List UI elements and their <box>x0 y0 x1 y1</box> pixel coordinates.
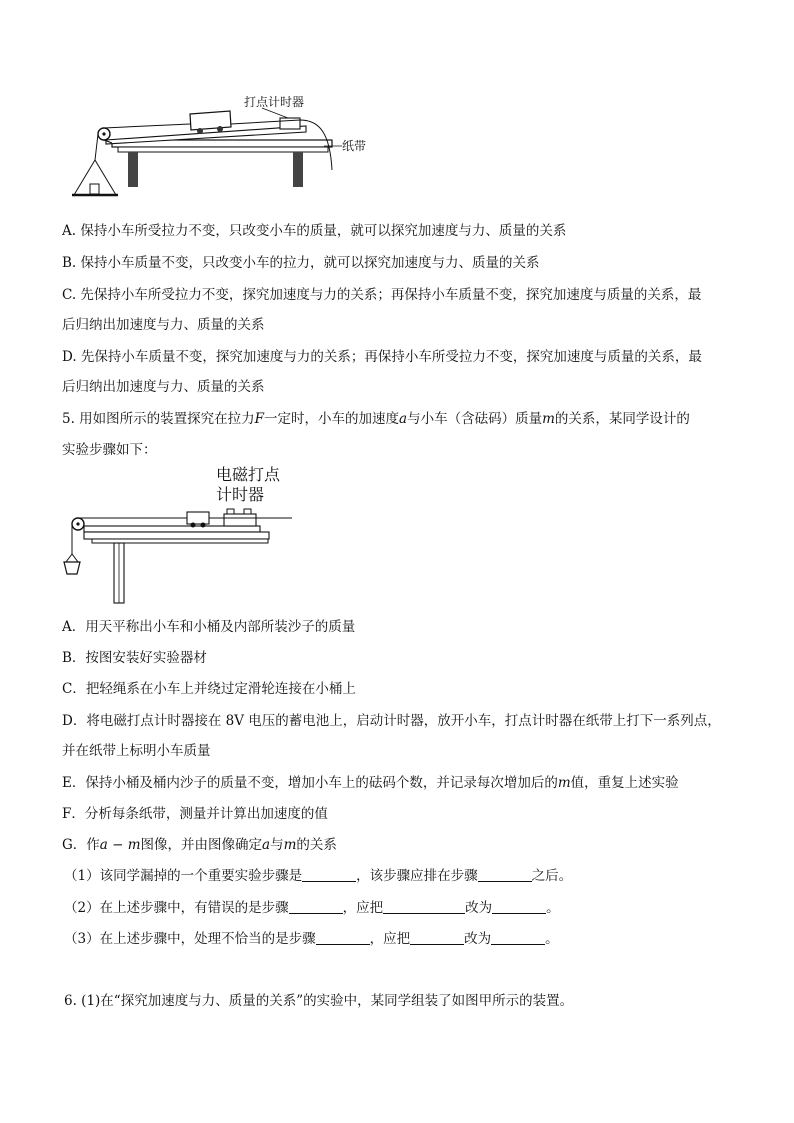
q5-step-a: A．用天平称出小车和小桶及内部所装沙子的质量 <box>62 619 356 635</box>
q5-step-g-text-3: 与 <box>270 837 284 853</box>
q4-option-c-line2: 后归纳出加速度与力、质量的关系 <box>62 317 265 333</box>
q5-var-a: a <box>399 411 408 427</box>
q5-step-b: B．按图安装好实验器材 <box>62 650 207 666</box>
q4-option-c-line1: C. 先保持小车所受拉力不变，探究加速度与力的关系；再保持小车质量不变，探究加速度与质量的关系，最 <box>62 287 702 303</box>
q5-step-e-text-1: E．保持小桶及桶内沙子的质量不变，增加小车上的砝码个数，并记录每次增加后的 <box>62 775 558 791</box>
q5-sub1-text-1: （1）该同学漏掉的一个重要实验步骤是 <box>64 868 303 884</box>
q5-sub2-text-1: （2）在上述步骤中，有错误的是步骤 <box>64 900 289 916</box>
q5-sub3 <box>64 927 559 947</box>
q5-sub3-text-1: （3）在上述步骤中，处理不恰当的是步骤 <box>64 931 316 947</box>
q5-step-g-text-1: G．作 <box>62 837 100 853</box>
figure2-label-line2: 计时器 <box>216 485 265 504</box>
q5-step-g-expr: a − m <box>99 837 141 853</box>
q5-sub3-blank-3[interactable] <box>491 931 545 946</box>
q5-stem-text-1: 5. 用如图所示的装置探究在拉力 <box>62 411 255 427</box>
q5-step-e-text-2: 值，重复上述实验 <box>570 775 679 791</box>
q5-step-e-var-m: m <box>557 775 571 791</box>
q5-sub1 <box>64 864 572 884</box>
q5-sub1-blank-2[interactable] <box>478 868 532 883</box>
q5-sub1-blank-1[interactable] <box>302 868 356 883</box>
figure2-label-line1: 电磁打点 <box>216 465 281 484</box>
q5-step-d-line1: D．将电磁打点计时器接在 8V 电压的蓄电池上，启动计时器，放开小车，打点计时器在纸带上打下一系列点， <box>62 713 721 729</box>
q5-var-m: m <box>542 411 555 427</box>
tape-label: 纸带 <box>342 139 367 153</box>
q5-sub3-text-2: ，应把 <box>369 931 411 947</box>
timer-label: 打点计时器 <box>244 95 305 109</box>
q6-stem: 6. (1)在“探究加速度与力、质量的关系”的实验中，某同学组装了如图甲所示的装置。 <box>64 993 574 1009</box>
q5-step-g-var-a: a <box>262 837 271 853</box>
q5-step-g-var-m: m <box>283 837 297 853</box>
q5-step-g-text-4: 的关系 <box>296 837 337 853</box>
q5-var-f: F <box>254 411 265 427</box>
q5-sub2 <box>64 896 560 916</box>
q5-sub3-blank-1[interactable] <box>316 931 370 946</box>
q4-option-d-line2: 后归纳出加速度与力、质量的关系 <box>62 379 265 395</box>
q5-step-c: C．把轻绳系在小车上并绕过定滑轮连接在小桶上 <box>62 681 356 697</box>
q5-sub2-blank-1[interactable] <box>289 900 343 915</box>
q5-stem-line2: 实验步骤如下： <box>62 442 157 458</box>
q4-option-d-line1: D. 先保持小车质量不变，探究加速度与力的关系；再保持小车所受拉力不变，探究加速度与质量的关系，最 <box>62 349 702 365</box>
q5-sub2-blank-2[interactable] <box>383 900 465 915</box>
q5-sub2-text-2: ，应把 <box>342 900 384 916</box>
q5-sub1-text-3: 之后。 <box>531 868 573 884</box>
q5-stem-line1 <box>62 407 690 427</box>
q5-sub1-text-2: ，该步骤应排在步骤 <box>356 868 478 884</box>
figure-1-apparatus <box>62 88 382 203</box>
q5-step-g-text-2: 图像，并由图像确定 <box>140 837 263 853</box>
q4-option-a: A. 保持小车所受拉力不变，只改变小车的质量，就可以探究加速度与力、质量的关系 <box>62 223 567 239</box>
q5-stem-text-4: 的关系，某同学设计的 <box>554 411 690 427</box>
figure-2-apparatus <box>62 462 302 604</box>
q5-sub3-text-4: 。 <box>545 931 559 947</box>
q5-sub3-blank-2[interactable] <box>410 931 464 946</box>
q5-stem-text-2: 一定时，小车的加速度 <box>264 411 400 427</box>
q5-step-f: F．分析每条纸带，测量并计算出加速度的值 <box>62 806 328 822</box>
q4-option-b: B. 保持小车质量不变，只改变小车的拉力，就可以探究加速度与力、质量的关系 <box>62 255 540 271</box>
q5-sub3-text-3: 改为 <box>464 931 492 947</box>
q5-step-d-line2: 并在纸带上标明小车质量 <box>62 743 211 759</box>
q5-step-e <box>62 771 679 791</box>
q5-sub2-text-4: 。 <box>546 900 560 916</box>
q5-sub2-text-3: 改为 <box>465 900 493 916</box>
q5-step-g <box>62 833 337 853</box>
q5-stem-text-3: 与小车（含砝码）质量 <box>407 411 543 427</box>
q5-sub2-blank-3[interactable] <box>492 900 546 915</box>
